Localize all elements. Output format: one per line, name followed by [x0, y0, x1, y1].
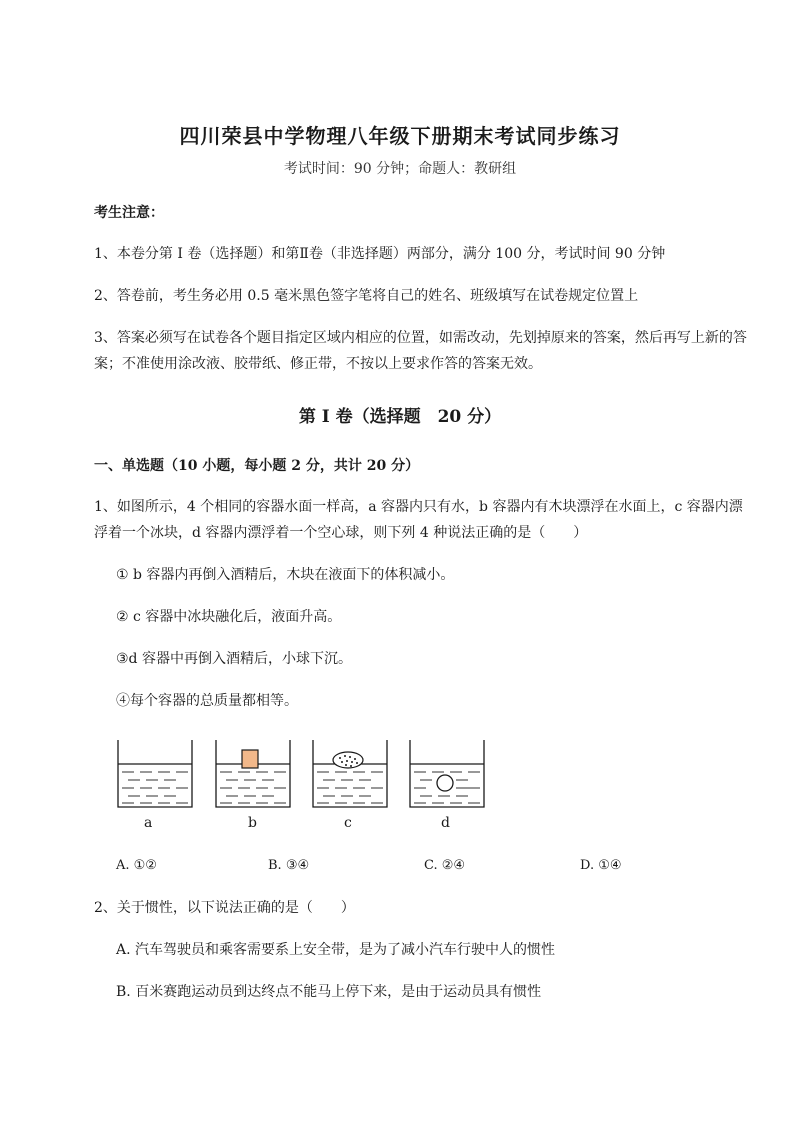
notice-item-2: 2、答卷前，考生务必用 0.5 毫米黑色签字笔将自己的姓名、班级填写在试卷规定位置上 [94, 288, 639, 304]
question-1-option-a[interactable]: A. ①② [116, 858, 157, 873]
exam-info: 考试时间：90 分钟；命题人：教研组 [283, 161, 517, 177]
question-1-option-d[interactable]: D. ①④ [580, 858, 622, 873]
figure-label-d: d [441, 815, 450, 831]
question-1-statement-4: ④每个容器的总质量都相等。 [116, 693, 298, 709]
question-1-statement-2: ② c 容器中冰块融化后，液面升高。 [116, 609, 342, 625]
question-1-option-c[interactable]: C. ②④ [424, 858, 466, 873]
notice-heading: 考生注意： [94, 205, 164, 221]
figure-label-a: a [144, 815, 153, 831]
notice-item-3: 3、答案必须写在试卷各个题目指定区域内相应的位置，如需改动，先划掉原来的答案，然后再写上新的答案；不准使用涂改液、胶带纸、修正带，不按以上要求作答的答案无效。 [94, 330, 747, 372]
wood-block [242, 750, 258, 768]
hollow-ball [437, 775, 453, 791]
page-title: 四川荣县中学物理八年级下册期末考试同步练习 [179, 124, 621, 148]
question-2-stem: 2、关于惯性，以下说法正确的是（ ） [94, 900, 355, 916]
question-1-option-b[interactable]: B. ③④ [268, 858, 310, 873]
ice-block [333, 752, 363, 768]
part-heading: 一、单选题（10 小题，每小题 2 分，共计 20 分） [94, 458, 420, 474]
question-1-statement-3: ③d 容器中再倒入酒精后，小球下沉。 [116, 651, 352, 667]
container-d [410, 740, 484, 807]
container-c [313, 740, 387, 807]
section-title: 第 I 卷（选择题 20 分） [298, 407, 502, 427]
figure-label-c: c [344, 815, 352, 831]
question-1-stem: 1、如图所示，4 个相同的容器水面一样高，a 容器内只有水，b 容器内有木块漂浮在水面上，c 容器内漂浮着一个冰块，d 容器内漂浮着一个空心球，则下列 4 种说法正确的是（ ） [94, 499, 743, 541]
notice-item-1: 1、本卷分第 I 卷（选择题）和第Ⅱ卷（非选择题）两部分，满分 100 分，考试时间 90 分钟 [94, 246, 666, 262]
container-a [118, 740, 192, 807]
question-2-option-a[interactable]: A. 汽车驾驶员和乘客需要系上安全带，是为了减小汽车行驶中人的惯性 [116, 942, 556, 958]
question-1-statement-1: ① b 容器内再倒入酒精后，木块在液面下的体积减小。 [116, 567, 455, 583]
figure-label-b: b [248, 815, 257, 831]
question-2-option-b[interactable]: B. 百米赛跑运动员到达终点不能马上停下来，是由于运动员具有惯性 [116, 984, 542, 1000]
